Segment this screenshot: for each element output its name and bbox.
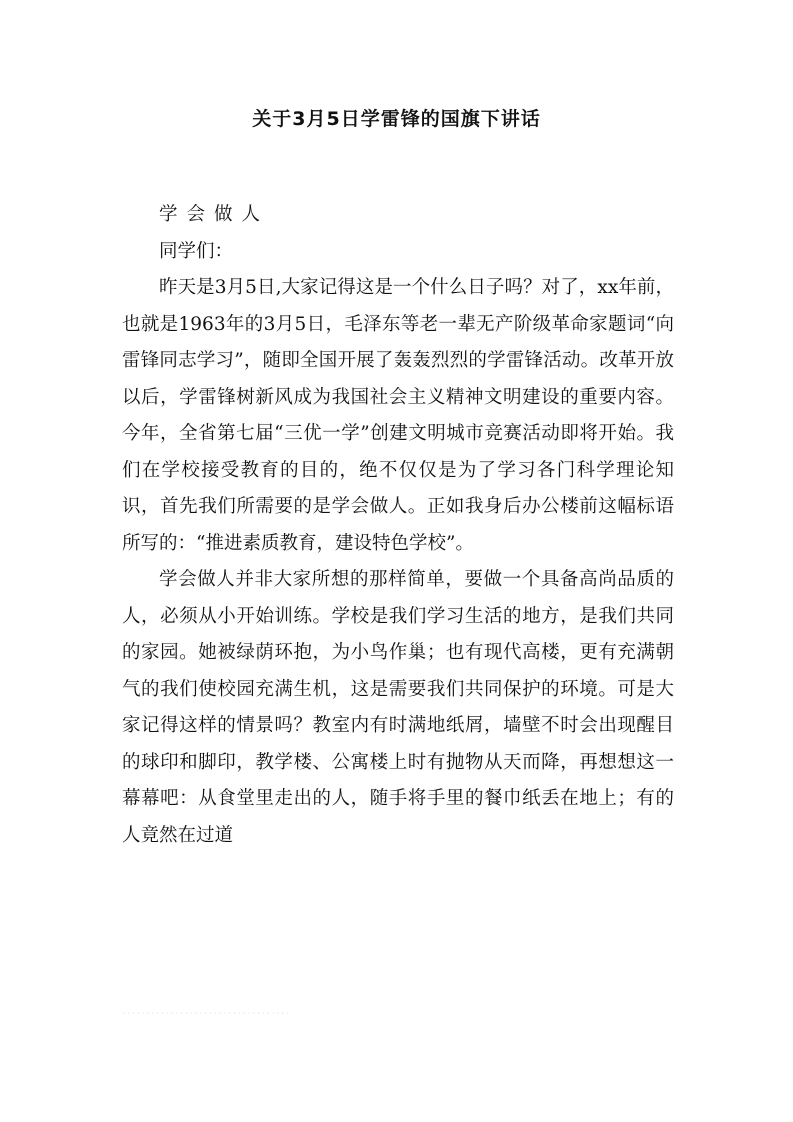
paragraph-1: 昨天是3月5日,大家记得这是一个什么日子吗？对了，xx年前，也就是1963年的3月5日，毛泽东等老一辈无产阶级革命家题词“向雷锋同志学习”，随即全国开展了轰轰烈烈的学雷锋活动。改革开放以后，学雷锋树新风成为我国社会主义精神文明建设的重要内容。今年，全省第七届“三优一学”创建文明城市竞赛活动即将开始。我们在学校接受教育的目的，绝不仅仅是为了学习各门科学理论知识，首先我们所需要的是学会做人。正如我身后办公楼前这幅标语所写的：“推进素质教育，建设特色学校”。	[122, 277, 674, 554]
watermark-text: ...................................	[122, 1003, 291, 1017]
document-body	[122, 197, 674, 854]
speech-subtitle: 学会做人	[159, 204, 270, 225]
paragraph-2: 学会做人并非大家所想的那样简单，要做一个具备高尚品质的人，必须从小开始训练。学校是我们学习生活的地方，是我们共同的家园。她被绿荫环抱，为小鸟作巢；也有现代高楼，更有充满朝气的我们使校园充满生机，这是需要我们共同保护的环境。可是大家记得这样的情景吗？教室内有时满地纸屑，墙壁不时会出现醒目的球印和脚印，教学楼、公寓楼上时有抛物从天而降，再想想这一幕幕吧：从食堂里走出的人，随手将手里的餐巾纸丢在地上；有的人竟然在过道	[122, 569, 674, 846]
speech-greeting: 同学们：	[159, 240, 234, 262]
document-title: 关于3月5日学雷锋的国旗下讲话	[252, 108, 541, 130]
